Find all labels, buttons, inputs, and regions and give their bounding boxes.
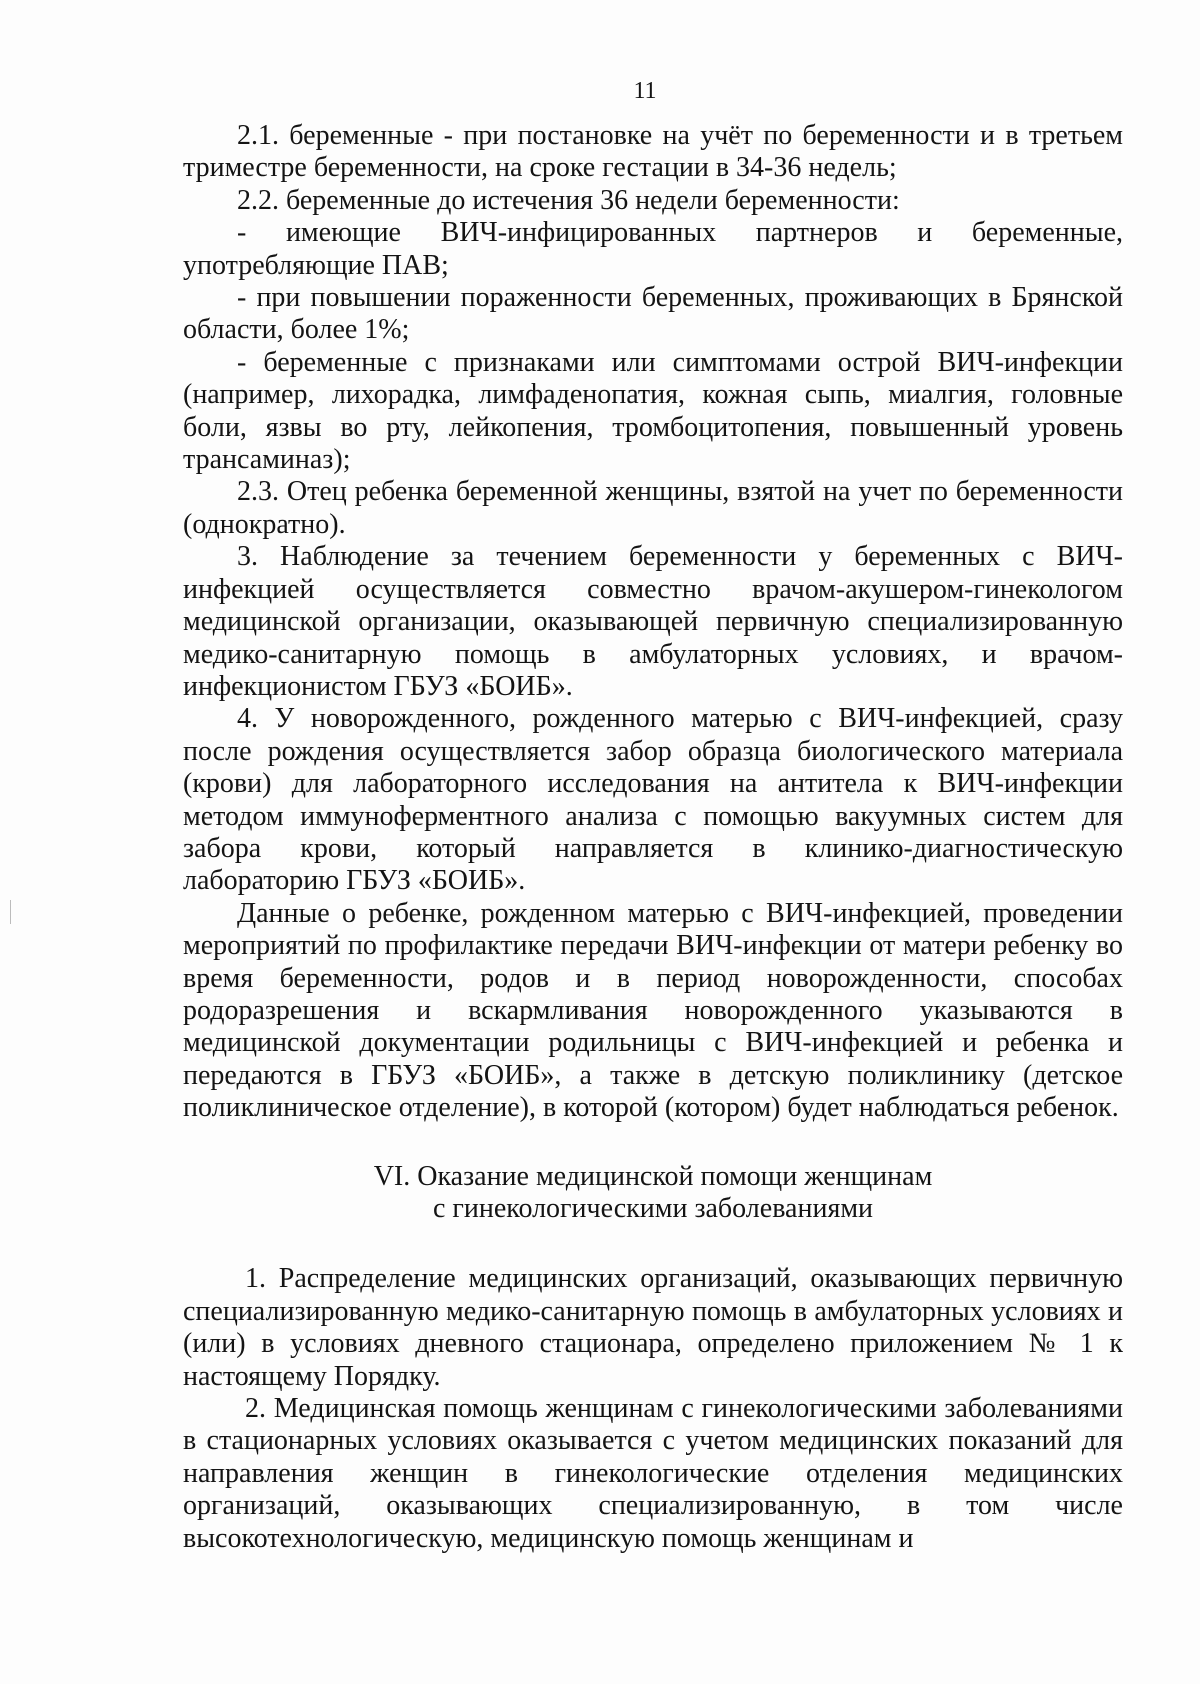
scan-artifact-line [10,900,11,924]
document-body [183,120,1123,1555]
list-item-symptoms: - беременные с признаками или симптомами острой ВИЧ-инфекции (например, лихорадка, лимфаденопатия, кожная сыпь, миалгия, головные боли, язвы во рту, лейкопения, тромбоцитопения, повышенный уровень трансаминаз); [183,346,1123,476]
paragraph-2-1: 2.1. беременные - при постановке на учёт по беременности и в третьем триместре беременности, на сроке гестации в 34-36 недель; [183,120,1123,184]
paragraph-4: 4. У новорожденного, рожденного матерью с ВИЧ-инфекцией, сразу после рождения осуществляется забор образца биологического материала (крови) для лабораторного исследования на антитела к ВИЧ-инфекции методом иммуноферментного анализа с помощью вакуумных систем для забора крови, который направляется в клинико-диагностическую лабораторию ГБУЗ «БОИБ». [183,703,1123,897]
page-number: 11 [633,78,657,104]
section-paragraph-1: 1. Распределение медицинских организаций, оказывающих первичную специализированную медико-санитарную помощь в амбулаторных условиях и (или) в условиях дневного стационара, определено приложением № 1 к настоящему Порядку. [183,1263,1123,1392]
paragraph-newborn-data: Данные о ребенке, рожденном матерью с ВИЧ-инфекцией, проведении мероприятий по профилактике передачи ВИЧ-инфекции от матери ребенку во время беременности, родов и в период новорожденности, способах родоразрешения и вскармливания новорожденного указываются в медицинской документации родильницы с ВИЧ-инфекцией и ребенка и передаются в ГБУЗ «БОИБ», а также в детскую поликлинику (детское поликлиническое отделение), в которой (котором) будет наблюдаться ребенок. [183,897,1123,1124]
section-heading-line-1: VI. Оказание медицинской помощи женщинам [373,1160,933,1192]
paragraph-2-3: 2.3. Отец ребенка беременной женщины, взятой на учет по беременности (однократно). [183,476,1123,540]
list-item-prevalence: - при повышении пораженности беременных, проживающих в Брянской области, более 1%; [183,282,1123,346]
paragraph-3: 3. Наблюдение за течением беременности у беременных с ВИЧ-инфекцией осуществляется совместно врачом-акушером-гинекологом медицинской организации, оказывающей первичную специализированную медико-санитарную помощь в амбулаторных условиях, и врачом-инфекционистом ГБУЗ «БОИБ». [183,541,1123,702]
list-item-partners: - имеющие ВИЧ-инфицированных партнеров и беременные, употребляющие ПАВ; [183,217,1123,281]
paragraph-2-2: 2.2. беременные до истечения 36 недели беременности: [237,184,900,216]
section-heading-line-2: с гинекологическими заболеваниями [432,1193,874,1224]
section-heading [183,1161,1123,1226]
section-paragraph-2: 2. Медицинская помощь женщинам с гинекологическими заболеваниями в стационарных условиях оказывается с учетом медицинских показаний для направления женщин в гинекологические отделения медицинских организаций, оказывающих специализированную, в том числе высокотехнологическую, медицинскую помощь женщинам и [183,1393,1123,1554]
